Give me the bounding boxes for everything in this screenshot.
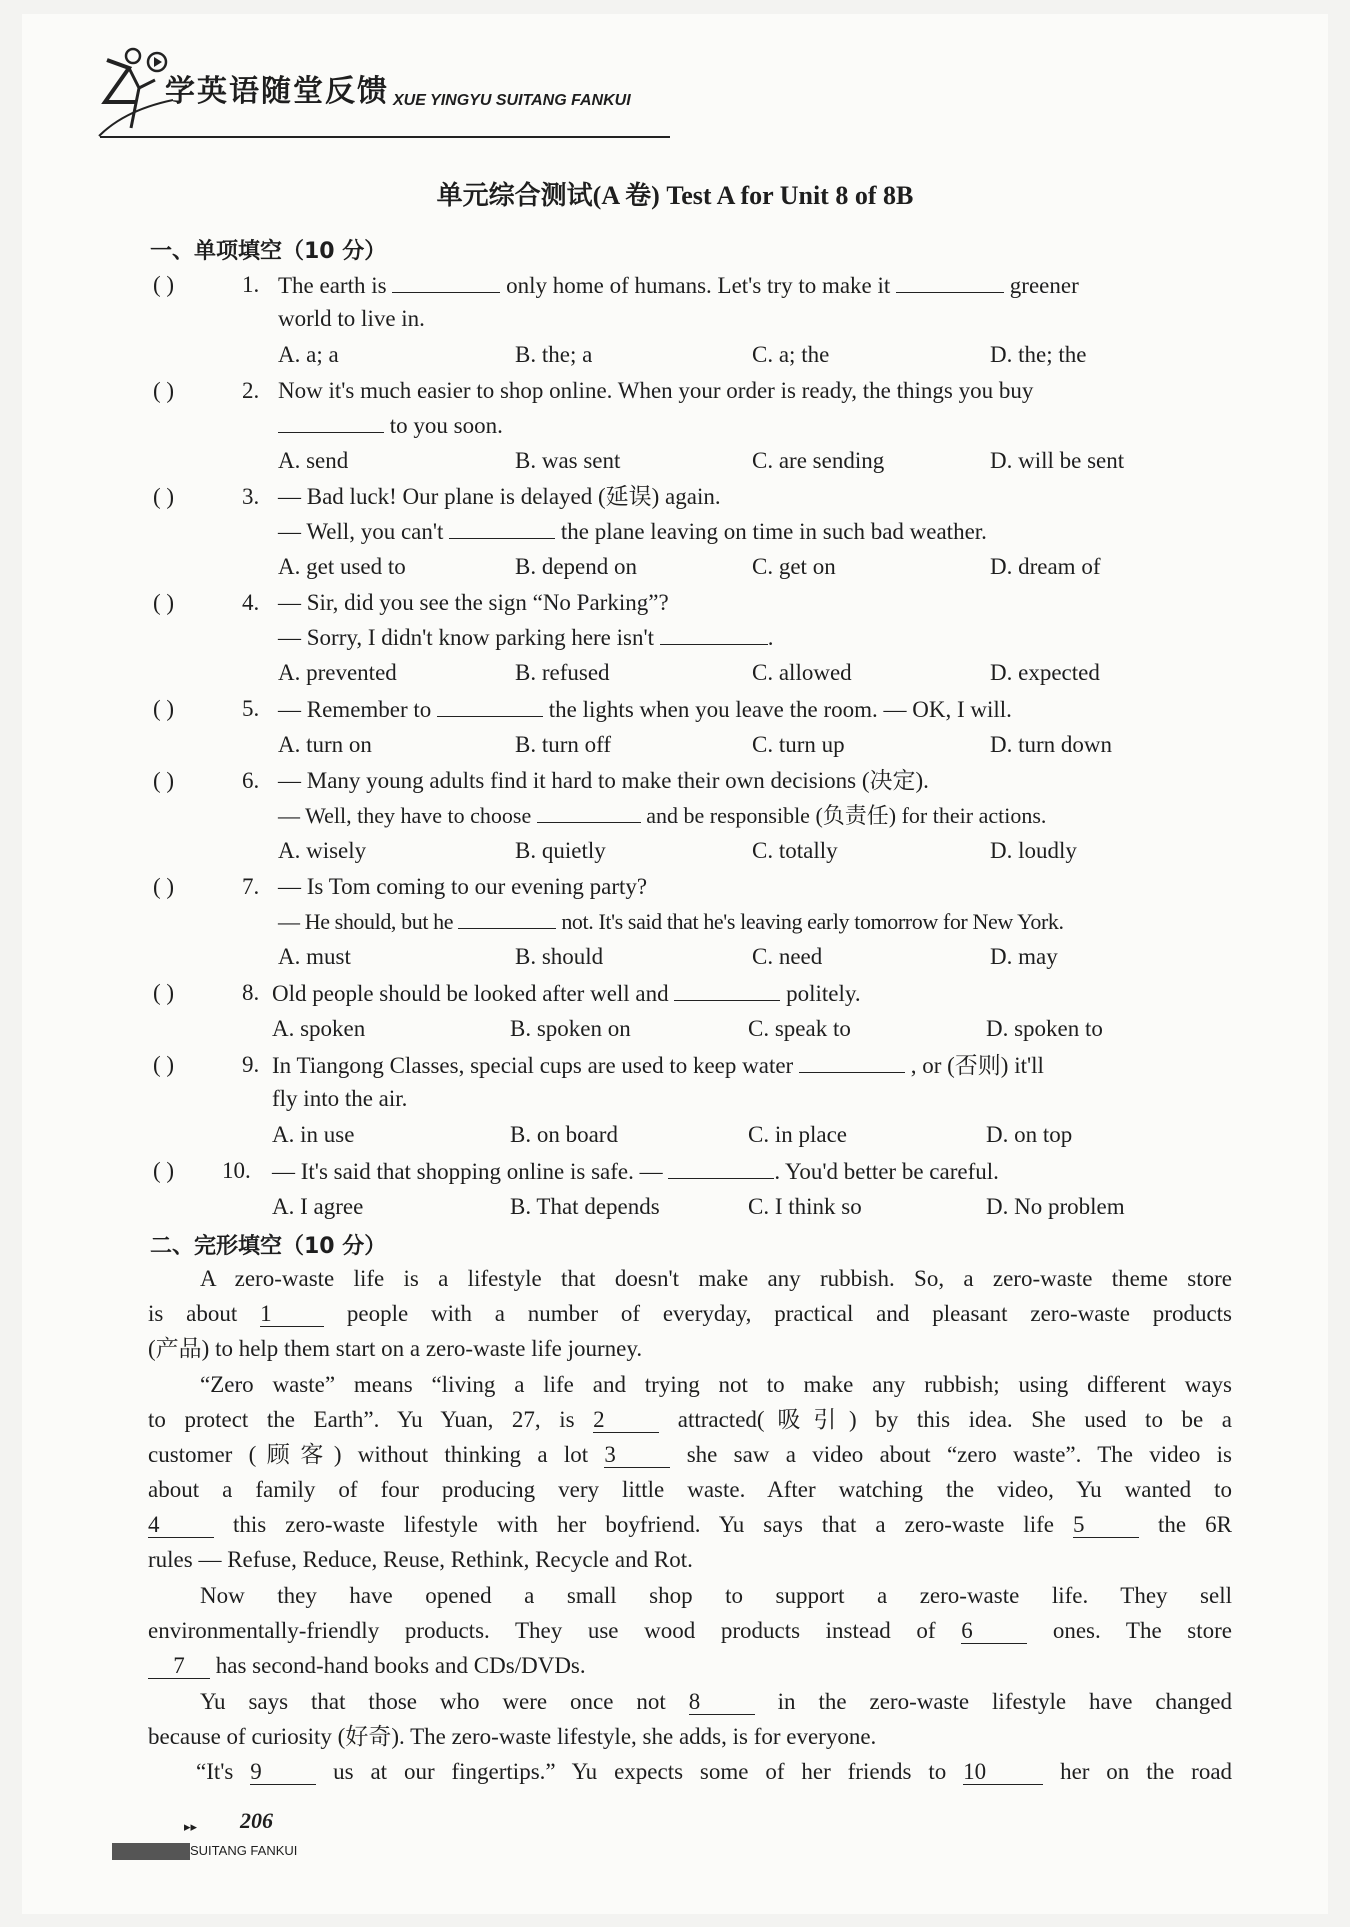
- answer-paren: ( ): [153, 768, 175, 793]
- passage-line: to protect the Earth”. Yu Yuan, 27, is 2 attracted(吸引) by this idea. She used to be a: [148, 1407, 1233, 1432]
- answer-blank[interactable]: [449, 516, 555, 539]
- option-d: D. spoken to: [986, 1016, 1103, 1041]
- option-b: B. was sent: [515, 448, 621, 473]
- answer-paren: ( ): [153, 484, 175, 509]
- question-number: 6.: [242, 768, 260, 793]
- cloze-blank[interactable]: 2: [593, 1408, 659, 1433]
- question-number: 9.: [242, 1052, 260, 1077]
- question-number: 5.: [242, 696, 260, 721]
- cloze-blank[interactable]: 9: [250, 1760, 316, 1785]
- question-text: — Well, they have to choose and be responsible (负责任) for their actions.: [278, 800, 1046, 831]
- option-b: B. spoken on: [510, 1016, 631, 1041]
- question-text: Old people should be looked after well and politely.: [272, 978, 861, 1009]
- passage-line: “It's 9 us at our fingertips.” Yu expects some of her friends to 10 her on the road: [196, 1759, 1233, 1784]
- option-a: A. prevented: [278, 660, 397, 685]
- question-text: — He should, but he not. It's said that he's leaving early tomorrow for New York.: [278, 906, 1064, 937]
- answer-blank[interactable]: [437, 694, 543, 717]
- cloze-blank[interactable]: 8: [689, 1690, 755, 1715]
- question-text: — Sorry, I didn't know parking here isn't .: [278, 622, 774, 653]
- question-number: 3.: [242, 484, 260, 509]
- option-a: A. turn on: [278, 732, 372, 757]
- option-a: A. wisely: [278, 838, 367, 863]
- option-c: C. are sending: [752, 448, 885, 473]
- passage-line: Now they have opened a small shop to support a zero-waste life. They sell: [200, 1583, 1232, 1608]
- answer-blank[interactable]: [537, 800, 641, 823]
- option-b: B. refused: [515, 660, 610, 685]
- option-a: A. a; a: [278, 342, 339, 367]
- question-number: 7.: [242, 874, 260, 899]
- option-d: D. on top: [986, 1122, 1073, 1147]
- question-number: 2.: [242, 378, 260, 403]
- footer-logo-block: [112, 1843, 190, 1860]
- answer-blank[interactable]: [668, 1156, 774, 1179]
- option-d: D. loudly: [990, 838, 1077, 863]
- question-text: to you soon.: [278, 410, 503, 441]
- cloze-blank[interactable]: 5: [1073, 1513, 1139, 1538]
- passage-line: customer (顾客) without thinking a lot 3 she saw a video about “zero waste”. The video is: [148, 1442, 1233, 1467]
- answer-paren: ( ): [153, 590, 175, 615]
- cloze-blank[interactable]: 3: [604, 1443, 670, 1468]
- answer-paren: ( ): [153, 980, 175, 1005]
- option-c: C. allowed: [752, 660, 852, 685]
- question-number: 8.: [242, 980, 260, 1005]
- test-title: 单元综合测试(A 卷) Test A for Unit 8 of 8B: [436, 181, 914, 210]
- option-c: C. speak to: [748, 1016, 851, 1041]
- passage-line: Yu says that those who were once not 8 in the zero-waste lifestyle have changed: [200, 1689, 1233, 1714]
- answer-blank[interactable]: [674, 978, 780, 1001]
- option-a: A. I agree: [272, 1194, 364, 1219]
- answer-blank[interactable]: [896, 270, 1004, 293]
- question-number: 4.: [242, 590, 260, 615]
- question-text: Now it's much easier to shop online. When your order is ready, the things you buy: [278, 378, 1034, 403]
- question-text: — It's said that shopping online is safe. — . You'd better be careful.: [272, 1156, 999, 1187]
- option-a: A. spoken: [272, 1016, 366, 1041]
- option-c: C. in place: [748, 1122, 847, 1147]
- answer-paren: ( ): [153, 1052, 175, 1077]
- passage-line: about a family of four producing very little waste. After watching the video, Yu wanted to: [148, 1477, 1232, 1502]
- footer-english-label: SUITANG FANKUI: [190, 1843, 298, 1858]
- answer-paren: ( ): [153, 696, 175, 721]
- cloze-blank[interactable]: 1: [260, 1302, 324, 1327]
- option-c: C. need: [752, 944, 823, 969]
- cloze-blank[interactable]: 7: [148, 1654, 210, 1679]
- option-d: D. expected: [990, 660, 1100, 685]
- page-header: [95, 40, 675, 140]
- question-text: world to live in.: [278, 306, 425, 331]
- question-text: — Many young adults find it hard to make their own decisions (决定).: [278, 768, 929, 793]
- cloze-blank[interactable]: 6: [961, 1619, 1027, 1644]
- answer-blank[interactable]: [799, 1050, 905, 1073]
- question-text: The earth is only home of humans. Let's try to make it greener: [278, 270, 1079, 301]
- option-a: A. must: [278, 944, 351, 969]
- page-number: 206: [240, 1808, 273, 1833]
- header-chinese-title: 学英语随堂反馈: [165, 74, 389, 109]
- question-text: fly into the air.: [272, 1086, 408, 1111]
- answer-paren: ( ): [153, 1158, 175, 1183]
- passage-line: because of curiosity (好奇). The zero-waste lifestyle, she adds, is for everyone.: [148, 1724, 877, 1749]
- passage-line: 4 this zero-waste lifestyle with her boyfriend. Yu says that a zero-waste life 5 the 6R: [148, 1512, 1232, 1537]
- passage-line: is about 1 people with a number of everyday, practical and pleasant zero-waste products: [148, 1301, 1233, 1326]
- option-c: C. totally: [752, 838, 838, 863]
- answer-paren: ( ): [153, 378, 175, 403]
- header-divider: [100, 136, 670, 138]
- question-text: — Remember to the lights when you leave the room. — OK, I will.: [278, 694, 1012, 725]
- option-b: B. on board: [510, 1122, 618, 1147]
- option-a: A. in use: [272, 1122, 355, 1147]
- answer-blank[interactable]: [660, 622, 768, 645]
- answer-blank[interactable]: [458, 906, 556, 929]
- option-c: C. a; the: [752, 342, 830, 367]
- question-text: — Sir, did you see the sign “No Parking”?: [278, 590, 669, 615]
- passage-line: 7 has second-hand books and CDs/DVDs.: [148, 1651, 586, 1681]
- question-text: — Bad luck! Our plane is delayed (延误) again.: [278, 484, 721, 509]
- footer-arrow-icon: ▸▸: [184, 1820, 198, 1835]
- running-figure-logo-icon: [95, 40, 175, 140]
- option-b: B. the; a: [515, 342, 593, 367]
- answer-paren: ( ): [153, 874, 175, 899]
- question-number: 10.: [222, 1158, 251, 1183]
- passage-line: (产品) to help them start on a zero-waste life journey.: [148, 1336, 643, 1361]
- option-d: D. the; the: [990, 342, 1087, 367]
- option-a: A. send: [278, 448, 349, 473]
- question-number: 1.: [242, 272, 260, 297]
- section-1-heading: 一、单项填空（10 分）: [150, 239, 387, 264]
- passage-line: environmentally-friendly products. They use wood products instead of 6 ones. The store: [148, 1618, 1233, 1643]
- option-b: B. That depends: [510, 1194, 660, 1219]
- option-b: B. quietly: [515, 838, 606, 863]
- section-2-heading: 二、完形填空（10 分）: [150, 1234, 387, 1259]
- option-b: B. should: [515, 944, 604, 969]
- answer-paren: ( ): [153, 272, 175, 297]
- header-english-title: XUE YINGYU SUITANG FANKUI: [393, 92, 631, 109]
- option-a: A. get used to: [278, 554, 406, 579]
- question-text: In Tiangong Classes, special cups are used to keep water , or (否则) it'll: [272, 1050, 1044, 1081]
- answer-blank[interactable]: [392, 270, 500, 293]
- option-c: C. turn up: [752, 732, 845, 757]
- question-text: — Is Tom coming to our evening party?: [278, 874, 648, 899]
- option-c: C. I think so: [748, 1194, 862, 1219]
- option-d: D. will be sent: [990, 448, 1125, 473]
- option-c: C. get on: [752, 554, 836, 579]
- passage-line: A zero-waste life is a lifestyle that doesn't make any rubbish. So, a zero-waste theme store: [200, 1266, 1232, 1291]
- option-b: B. depend on: [515, 554, 638, 579]
- option-d: D. turn down: [990, 732, 1113, 757]
- answer-blank[interactable]: [278, 410, 384, 433]
- passage-line: “Zero waste” means “living a life and trying not to make any rubbish; using different ways: [200, 1372, 1232, 1397]
- option-b: B. turn off: [515, 732, 612, 757]
- option-d: D. dream of: [990, 554, 1101, 579]
- cloze-blank[interactable]: 10: [963, 1760, 1043, 1785]
- cloze-blank[interactable]: 4: [148, 1513, 214, 1538]
- option-d: D. may: [990, 944, 1058, 969]
- passage-line: rules — Refuse, Reduce, Reuse, Rethink, Recycle and Rot.: [148, 1547, 693, 1572]
- option-d: D. No problem: [986, 1194, 1125, 1219]
- question-text: — Well, you can't the plane leaving on time in such bad weather.: [278, 516, 987, 547]
